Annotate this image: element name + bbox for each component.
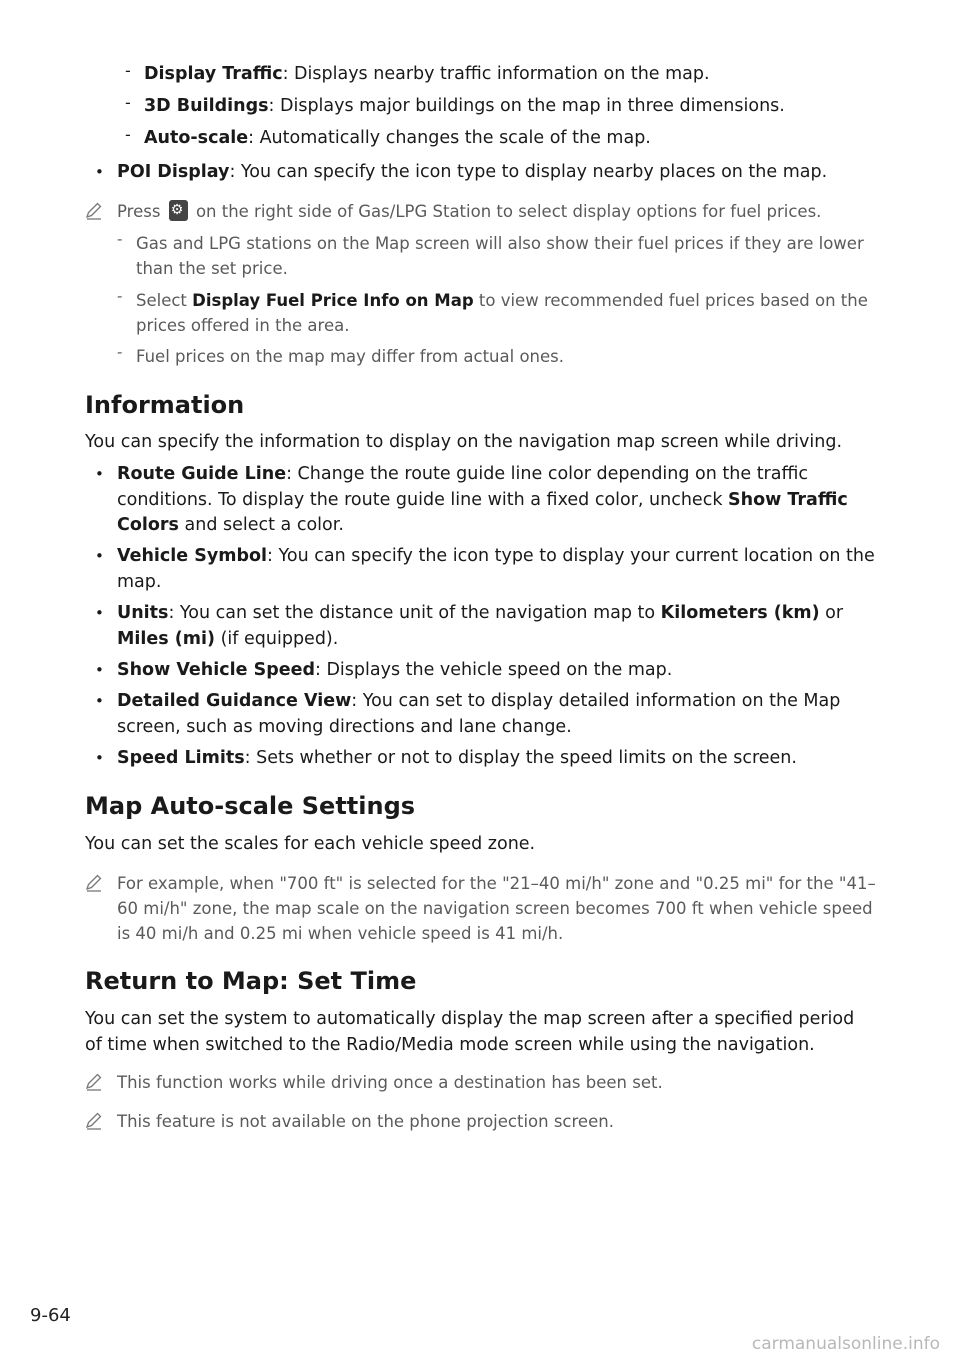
note-autoscale-example [117,871,877,946]
bullet-dot: • [95,465,104,483]
desc: : Automatically changes the scale of the map. [248,128,651,148]
note-text: Press [117,202,161,221]
desc: or [819,603,844,623]
term: Auto-scale [144,128,249,148]
sub-dash-lower-prices [117,230,881,281]
bullet-detailed-guidance-view [95,689,877,740]
desc: : Displays the vehicle speed on the map. [315,660,673,680]
dash-marker: - [125,61,131,80]
dash-item-auto-scale [125,125,904,151]
bullet-units [95,601,877,652]
sub-text: Select [136,291,193,310]
note-text: This feature is not available on the phone projection screen. [117,1112,614,1131]
desc: : You can set to display detailed information on the Map screen, such as moving directions and lane change. [117,691,841,737]
dash-marker: - [117,287,123,305]
sub-text: to view recommended fuel prices based on the prices offered in the area. [136,291,868,335]
desc: : Displays major buildings on the map in three dimensions. [268,96,785,116]
bullet-dot: • [95,661,104,679]
sub-text: Fuel prices on the map may differ from actual ones. [136,347,564,366]
bullet-vehicle-symbol [95,544,877,595]
dash-item-3d-buildings [125,93,904,119]
pencil-note-icon [84,1110,104,1130]
pencil-note-icon [84,1071,104,1091]
term: Show Vehicle Speed [117,660,315,680]
sub-dash-differ [117,343,881,369]
term: Show Traffic Colors [117,489,848,535]
watermark: carmanualsonline.info [751,1334,940,1354]
term: Route Guide Line [117,464,287,484]
pencil-note-icon [84,872,104,892]
note-phone-projection [117,1109,877,1134]
page-number: 9-64 [30,1305,71,1326]
term: Detailed Guidance View [117,691,352,711]
term: Display Traffic [144,64,283,84]
return-intro: You can set the system to automatically display the map screen after a specified period of time when switched to the Radio/Media mode screen while using the navigation. [85,1009,855,1055]
desc: : Change the route guide line color depending on the traffic conditions. To display the route guide line with a fixed color, uncheck [117,464,809,510]
term: Miles (mi) [117,628,216,649]
pencil-note-icon [84,200,104,220]
desc: : Displays nearby traffic information on the map. [282,64,710,84]
desc: : Sets whether or not to display the speed limits on the screen. [244,748,797,768]
desc: : You can set the distance unit of the navigation map to [168,603,661,623]
bullet-speed-limits [95,746,877,772]
desc: : You can specify the icon type to display your current location on the map. [117,546,875,592]
dash-marker: - [125,125,131,144]
dash-marker: - [125,93,131,112]
bullet-dot: • [95,604,104,622]
term: Kilometers (km) [660,603,820,623]
information-intro: You can specify the information to display on the navigation map screen while driving. [85,432,843,452]
bullet-show-vehicle-speed [95,658,877,684]
term: Speed Limits [117,748,245,768]
note-text: This function works while driving once a destination has been set. [117,1073,663,1092]
bullet-poi-display [95,160,877,186]
autoscale-intro: You can set the scales for each vehicle speed zone. [85,834,536,854]
term: 3D Buildings [144,96,269,116]
dash-marker: - [117,343,123,361]
desc: (if equipped). [215,628,339,649]
note-text: For example, when "700 ft" is selected for the "21–40 mi/h" zone and "0.25 mi" for the "41–60 mi/h" zone, the map scale on the navigation screen becomes 700 ft when vehicle speed is 40 mi/h and 0.25 mi when vehicle speed is 41 mi/h. [117,874,876,943]
bullet-route-guide-line [95,462,877,539]
heading-return-to-map: Return to Map: Set Time [85,967,417,995]
dash-marker: - [117,230,123,248]
desc: : You can specify the icon type to display nearby places on the map. [229,162,828,182]
heading-map-auto-scale: Map Auto-scale Settings [85,792,416,820]
sub-text: Gas and LPG stations on the Map screen will also show their fuel prices if they are lower than the set price. [136,234,864,278]
note-destination-set [117,1070,877,1095]
term: POI Display [117,162,230,182]
note-text: on the right side of Gas/LPG Station to select display options for fuel prices. [195,202,822,221]
bullet-dot: • [95,692,104,710]
bullet-dot: • [95,547,104,565]
term: Units [117,603,169,623]
bullet-dot: • [95,163,104,181]
dash-item-display-traffic [125,61,904,87]
note-fuel-prices [117,199,877,224]
sub-dash-display-fuel-price [117,287,881,338]
term: Vehicle Symbol [117,546,268,566]
bullet-dot: • [95,749,104,767]
desc: and select a color. [178,515,344,535]
gear-icon [169,200,188,221]
term: Display Fuel Price Info on Map [192,291,474,310]
heading-information: Information [85,391,245,419]
